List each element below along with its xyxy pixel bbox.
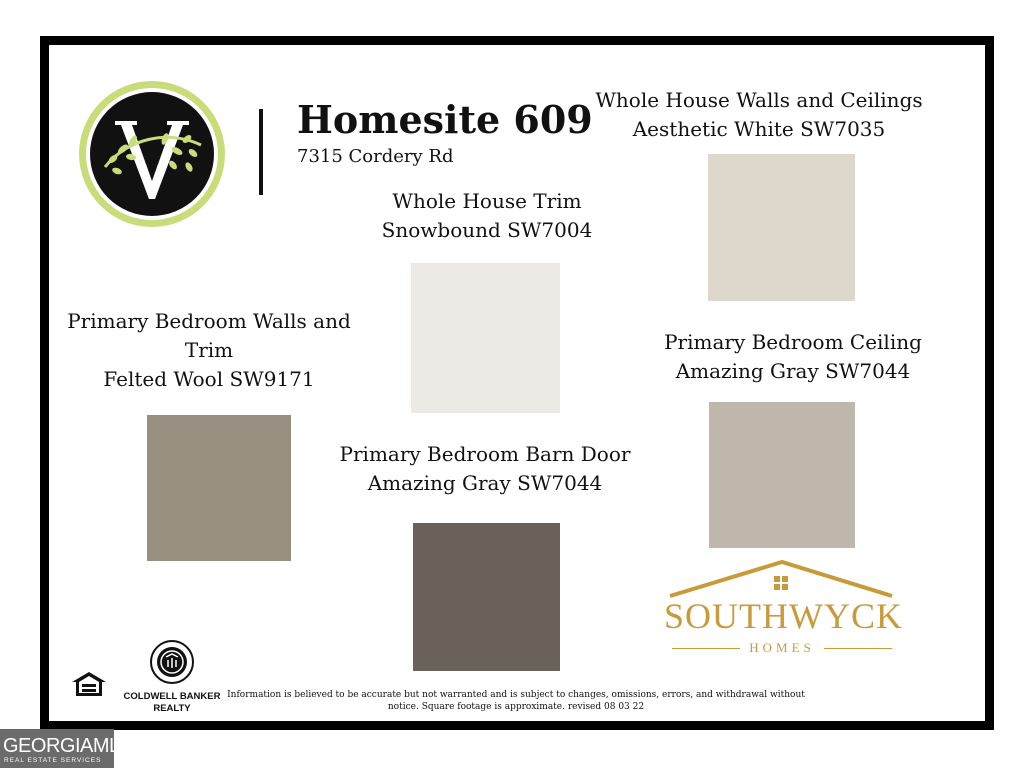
gamls-name: GEORGIAMLS: [3, 735, 133, 757]
disclaimer: Information is believed to be accurate but not warranted and is subject to changes, omissions, errors, and withdrawal without notice. Square footage is approximate. revised 08 03 22: [227, 690, 805, 712]
selection-label-walls-ceilings: [570, 86, 948, 144]
selection-label-bedroom-walls: [50, 307, 368, 394]
roof-icon: [664, 558, 900, 598]
coldwell-name: COLDWELL BANKER: [123, 691, 221, 702]
swatch-aesthetic-white: [708, 154, 855, 301]
selection-label-trim: [340, 187, 634, 245]
southwyck-name: SOUTHWYCK: [664, 596, 903, 636]
gamls-sub: REAL ESTATE SERVICES: [4, 757, 102, 764]
address: 7315 Cordery Rd: [297, 146, 454, 167]
southwyck-logo: [664, 558, 903, 658]
selection-area-cont: Trim: [184, 338, 234, 362]
swatch-amazing-gray-door: [413, 523, 560, 671]
selection-paint: Snowbound SW7004: [381, 218, 593, 242]
selection-area: Whole House Walls and Ceilings: [595, 88, 923, 112]
equal-housing-icon: [70, 671, 108, 697]
selection-paint: Aesthetic White SW7035: [632, 117, 886, 141]
selection-paint: Amazing Gray SW7044: [675, 359, 911, 383]
selection-area: Whole House Trim: [392, 189, 582, 213]
southwyck-sub: HOMES: [749, 640, 815, 655]
swatch-felted-wool: [147, 415, 291, 561]
selection-label-barn-door: [320, 440, 650, 498]
coldwell-banker-logo: [120, 640, 224, 714]
page-title: Homesite 609: [297, 97, 593, 142]
header-divider: [259, 109, 263, 195]
selection-area: Primary Bedroom Walls and: [67, 309, 351, 333]
selection-area: Primary Bedroom Barn Door: [339, 442, 631, 466]
cb-seal-icon: [150, 640, 194, 684]
equal-housing-logo: [70, 671, 108, 707]
selection-paint: Amazing Gray SW7044: [367, 471, 603, 495]
georgia-mls-badge: [0, 729, 133, 768]
selection-paint: Felted Wool SW9171: [103, 367, 315, 391]
v-leaf-logo-icon: [77, 79, 227, 229]
swatch-snowbound: [411, 263, 560, 413]
southwyck-rule-right: [824, 648, 892, 649]
coldwell-sub: REALTY: [153, 703, 191, 714]
selection-area: Primary Bedroom Ceiling: [664, 330, 922, 354]
selection-label-bedroom-ceiling: [640, 328, 946, 386]
swatch-amazing-gray-ceiling: [709, 402, 855, 548]
